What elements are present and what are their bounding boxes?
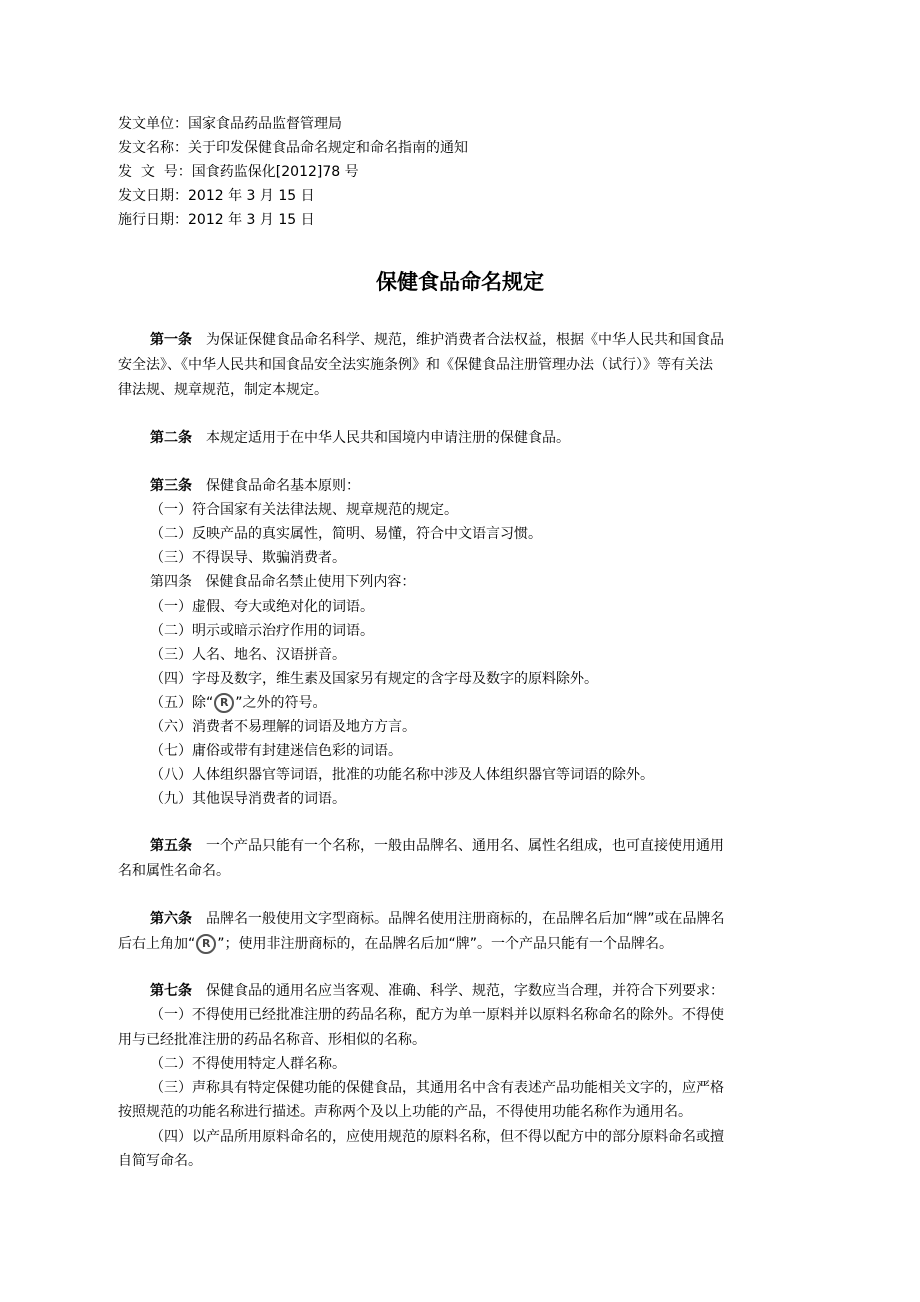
article-3-text-1: 保健食品命名基本原则： [206, 478, 360, 494]
article-6-text-1: 品牌名一般使用文字型商标。品牌名使用注册商标的，在品牌名后加“牌”或在品牌名 [206, 911, 725, 927]
article-4-item-4: （四）字母及数字，维生素及国家另有规定的含字母及数字的原料除外。 [150, 671, 598, 687]
header-name: 发文名称：关于印发保健食品命名规定和命名指南的通知 [118, 140, 468, 156]
article-3-item-3: （三）不得误导、欺骗消费者。 [150, 550, 346, 566]
article-1-label: 第一条 [150, 332, 192, 348]
article-4-item-5 [150, 693, 327, 713]
header-effective-date: 施行日期：2012 年 3 月 15 日 [118, 212, 315, 228]
article-4-item-6: （六）消费者不易理解的词语及地方方言。 [150, 719, 416, 735]
article-6-text-2-pre: 后右上角加“ [118, 936, 196, 952]
article-4-item-3: （三）人名、地名、汉语拼音。 [150, 647, 346, 663]
article-7-item-2: （二）不得使用特定人群名称。 [150, 1056, 346, 1072]
article-7-item-3-line-1: （三）声称具有特定保健功能的保健食品，其通用名中含有表述产品功能相关文字的，应严格 [150, 1080, 724, 1096]
article-3-line-1 [150, 476, 360, 496]
article-7-item-3-line-2: 按照规范的功能名称进行描述。声称两个及以上功能的产品，不得使用功能名称作为通用名。 [118, 1104, 692, 1120]
article-4-line-1: 第四条 保健食品命名禁止使用下列内容： [150, 574, 416, 590]
article-7-text-1: 保健食品的通用名应当客观、准确、科学、规范，字数应当合理，并符合下列要求： [206, 983, 724, 999]
article-1-line-1 [150, 330, 724, 350]
article-3-item-2: （二）反映产品的真实属性，简明、易懂，符合中文语言习惯。 [150, 526, 542, 542]
article-7-item-4-line-1: （四）以产品所用原料命名的，应使用规范的原料名称，但不得以配方中的部分原料命名或擅 [150, 1129, 724, 1145]
article-5-line-2: 名和属性名命名。 [118, 863, 230, 879]
article-2-line-1 [150, 428, 570, 448]
article-4-item-2: （二）明示或暗示治疗作用的词语。 [150, 623, 374, 639]
registered-mark-icon: R [214, 693, 234, 713]
article-7-item-1-line-2: 用与已经批准注册的药品名称音、形相似的名称。 [118, 1032, 426, 1048]
article-6-label: 第六条 [150, 911, 192, 927]
article-2-label: 第二条 [150, 430, 192, 446]
header-issue-date: 发文日期：2012 年 3 月 15 日 [118, 188, 315, 204]
header-unit: 发文单位：国家食品药品监督管理局 [118, 116, 342, 132]
article-1-text-1: 为保证保健食品命名科学、规范，维护消费者合法权益，根据《中华人民共和国食品 [206, 332, 724, 348]
page-title: 保健食品命名规定 [376, 270, 544, 294]
article-4-item-9: （九）其他误导消费者的词语。 [150, 791, 346, 807]
article-2-text-1: 本规定适用于在中华人民共和国境内申请注册的保健食品。 [206, 430, 570, 446]
header-number: 发 文 号：国食药监保化[2012]78 号 [118, 164, 359, 180]
article-3-item-1: （一）符合国家有关法律法规、规章规范的规定。 [150, 502, 458, 518]
article-1-line-2: 安全法》、《中华人民共和国食品安全法实施条例》和《保健食品注册管理办法（试行）》等有关法 [118, 357, 713, 373]
article-7-label: 第七条 [150, 983, 192, 999]
article-6-line-1 [150, 909, 725, 929]
article-1-line-3: 律法规、规章规范，制定本规定。 [118, 382, 328, 398]
article-4-item-1: （一）虚假、夸大或绝对化的词语。 [150, 599, 374, 615]
article-7-item-4-line-2: 自简写命名。 [118, 1153, 202, 1169]
article-4-item-5-pre: （五）除“ [150, 695, 214, 711]
registered-mark-icon: R [196, 934, 216, 954]
article-5-line-1 [150, 836, 724, 856]
article-5-text-1: 一个产品只能有一个名称，一般由品牌名、通用名、属性名组成，也可直接使用通用 [206, 838, 724, 854]
article-7-line-1 [150, 981, 724, 1001]
article-6-line-2 [118, 934, 673, 954]
article-4-item-7: （七）庸俗或带有封建迷信色彩的词语。 [150, 743, 402, 759]
article-3-label: 第三条 [150, 478, 192, 494]
article-5-label: 第五条 [150, 838, 192, 854]
article-7-item-1-line-1: （一）不得使用已经批准注册的药品名称，配方为单一原料并以原料名称命名的除外。不得使 [150, 1007, 724, 1023]
article-6-text-2-post: ”；使用非注册商标的，在品牌名后加“牌”。一个产品只能有一个品牌名。 [217, 936, 674, 952]
article-4-item-5-post: ”之外的符号。 [235, 695, 327, 711]
article-4-item-8: （八）人体组织器官等词语，批准的功能名称中涉及人体组织器官等词语的除外。 [150, 767, 654, 783]
